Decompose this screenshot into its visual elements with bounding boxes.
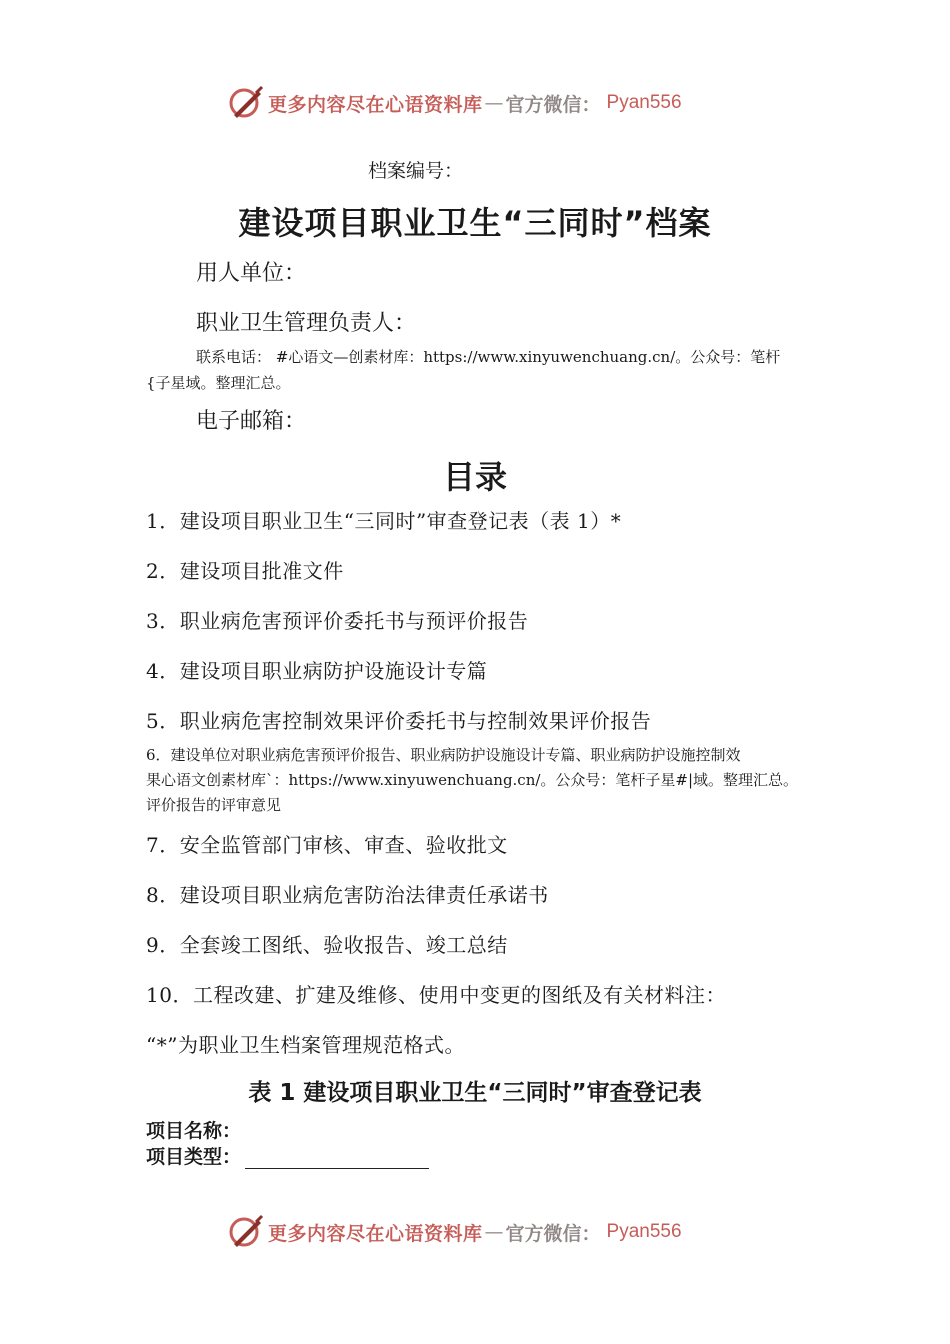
banner-wechat-label: 官方微信： bbox=[505, 1222, 601, 1245]
toc-title: 目录 bbox=[442, 458, 507, 496]
toc-item: 9．全套竣工图纸、验收报告、竣工总结 bbox=[146, 933, 508, 957]
page-title: 建设项目职业卫生“三同时”档案 bbox=[238, 204, 712, 242]
footer-banner bbox=[228, 1212, 682, 1252]
banner-separator: — bbox=[484, 92, 504, 114]
toc-item: 4．建设项目职业病防护设施设计专篇 bbox=[146, 659, 488, 683]
manager-field: 职业卫生管理负责人： bbox=[196, 311, 417, 336]
toc-item: 7．安全监管部门审核、审查、验收批文 bbox=[146, 833, 508, 857]
pen-logo-icon bbox=[228, 1214, 264, 1250]
toc-item-6-line1: 6．建设单位对职业病危害预评价报告、职业病防护设施设计专篇、职业病防护设施控制效 bbox=[146, 746, 741, 764]
banner-text: 更多内容尽在心语资料库 bbox=[268, 93, 483, 116]
employer-field: 用人单位： bbox=[196, 261, 307, 286]
toc-item: 5．职业病危害控制效果评价委托书与控制效果评价报告 bbox=[146, 709, 652, 733]
toc-item: 8．建设项目职业病危害防治法律责任承诺书 bbox=[146, 883, 549, 907]
table-title: 表 1 建设项目职业卫生“三同时”审查登记表 bbox=[248, 1080, 702, 1106]
project-type-label: 项目类型： bbox=[146, 1146, 242, 1168]
banner-wechat-id: Pyan556 bbox=[606, 1221, 682, 1242]
project-type-blank bbox=[245, 1148, 429, 1169]
toc-item: 10．工程改建、扩建及维修、使用中变更的图纸及有关材料注： bbox=[146, 983, 726, 1007]
banner-wechat-id: Pyan556 bbox=[606, 92, 682, 113]
banner-text: 更多内容尽在心语资料库 bbox=[268, 1222, 483, 1245]
pen-logo-icon bbox=[228, 85, 264, 121]
toc-item: 2．建设项目批准文件 bbox=[146, 559, 344, 583]
archive-number-label: 档案编号： bbox=[368, 160, 464, 182]
toc-item-6-line3: 评价报告的评审意见 bbox=[146, 796, 282, 814]
toc-item-6-line2: 果心语文创素材库`：https://www.xinyuwenchuang.cn/。公众号：笔杆子星#|域。整理汇总。 bbox=[146, 771, 799, 789]
contact-phone-line-cont: {子星域。整理汇总。 bbox=[146, 374, 291, 392]
banner-wechat-label: 官方微信： bbox=[505, 93, 601, 116]
email-field: 电子邮箱： bbox=[196, 409, 307, 434]
project-name-label: 项目名称： bbox=[146, 1120, 242, 1142]
header-banner bbox=[228, 83, 682, 123]
contact-phone-line: 联系电话： #心语文—创素材库：https://www.xinyuwenchuang.cn/。公众号：笔杆 bbox=[196, 348, 781, 366]
banner-separator: — bbox=[484, 1221, 504, 1243]
toc-item: 3．职业病危害预评价委托书与预评价报告 bbox=[146, 609, 529, 633]
project-type-row bbox=[146, 1142, 429, 1169]
toc-note: “*”为职业卫生档案管理规范格式。 bbox=[146, 1033, 465, 1057]
toc-item: 1．建设项目职业卫生“三同时”审查登记表（表 1）* bbox=[146, 509, 622, 533]
